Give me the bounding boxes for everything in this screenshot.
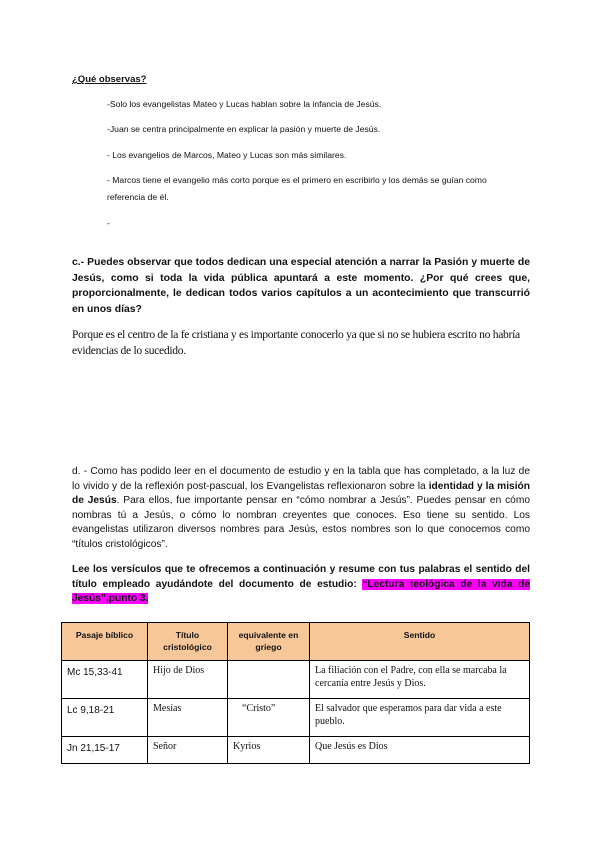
observation-item-5: -: [107, 218, 110, 228]
table-row: [62, 661, 530, 699]
question-c: c.- Puedes observar que todos dedican una especial atención a narrar la Pasión y muerte de Jesús, como si toda la vida pública apuntará a este momento. ¿Por qué crees que, proporcionalmente, le dedican todos varios capítulos a un acontecimiento que transcurrió en unos días?: [72, 257, 530, 315]
cell-pasaje: Lc 9,18-21: [62, 699, 148, 737]
header-titulo: Título cristológico: [148, 623, 228, 661]
question-d-bold: identidad y la misión de Jesús: [72, 480, 530, 507]
answer-c: Porque es el centro de la fe cristiana y es importante conocerlo ya que si no se hubiera escrito no habría evidencias de lo sucedido.: [72, 328, 520, 357]
question-d: [72, 465, 530, 553]
cell-titulo: Hijo de Dios: [148, 661, 228, 699]
christological-titles-table: [61, 622, 530, 764]
instruction: [72, 563, 530, 607]
instruction-highlight: “Lectura teológica de la vida de Jesús”,punto 3.: [72, 578, 530, 605]
observation-item-4: - Marcos tiene el evangelio más corto porque es el primero en escribirlo y los demás se guían como referencia de él.: [107, 175, 487, 202]
cell-sentido: La filiación con el Padre, con ella se marcaba la cercanía entre Jesús y Dios.: [310, 661, 530, 699]
cell-pasaje: Jn 21,15-17: [62, 737, 148, 764]
cell-titulo: Señor: [148, 737, 228, 764]
cell-griego: Kyrios: [228, 737, 310, 764]
instruction-text: Lee los versículos que te ofrecemos a continuación y resume con tus palabras el sentido del título empleado ayudándote del documento de estudio:: [72, 564, 530, 590]
observation-item-1: -Solo los evangelistas Mateo y Lucas hablan sobre la infancia de Jesús.: [107, 99, 382, 109]
cell-titulo: Mesías: [148, 699, 228, 737]
cell-pasaje: Mc 15,33-41: [62, 661, 148, 699]
cell-sentido: Que Jesús es Dios: [310, 737, 530, 764]
cell-sentido: El salvador que esperamos para dar vida a este pueblo.: [310, 699, 530, 737]
question-d-part2: . Para ellos, fue importante pensar en “cómo nombrar a Jesús”. Puedes pensar en cómo nombras tú a Jesús, o cómo lo nombran creyentes que conoces. Eso tiene su sentido. Los evangelistas utilizaron diversos nombres para Jesús, estos nombres son lo que conocemos como “títulos cristológicos”.: [72, 495, 531, 550]
header-pasaje: Pasaje bíblico: [62, 623, 148, 661]
question-d-part1: d. - Como has podido leer en el documento de estudio y en la tabla que has completado, a la luz de lo vivido y de la reflexión post-pascual, los Evangelistas reflexionaron sobre la: [72, 466, 530, 492]
observation-item-3: - Los evangelios de Marcos, Mateo y Lucas son más similares.: [107, 150, 347, 160]
section-a-title: ¿Qué observas?: [72, 74, 147, 85]
observation-item-2: -Juan se centra principalmente en explicar la pasión y muerte de Jesús.: [107, 124, 381, 134]
cell-griego: [228, 661, 310, 699]
header-sentido: Sentido: [310, 623, 530, 661]
table-row: [62, 699, 530, 737]
cell-griego: “Cristo”: [228, 699, 310, 737]
table-row: [62, 737, 530, 764]
table-header-row: [62, 623, 530, 661]
header-griego: equivalente en griego: [228, 623, 310, 661]
